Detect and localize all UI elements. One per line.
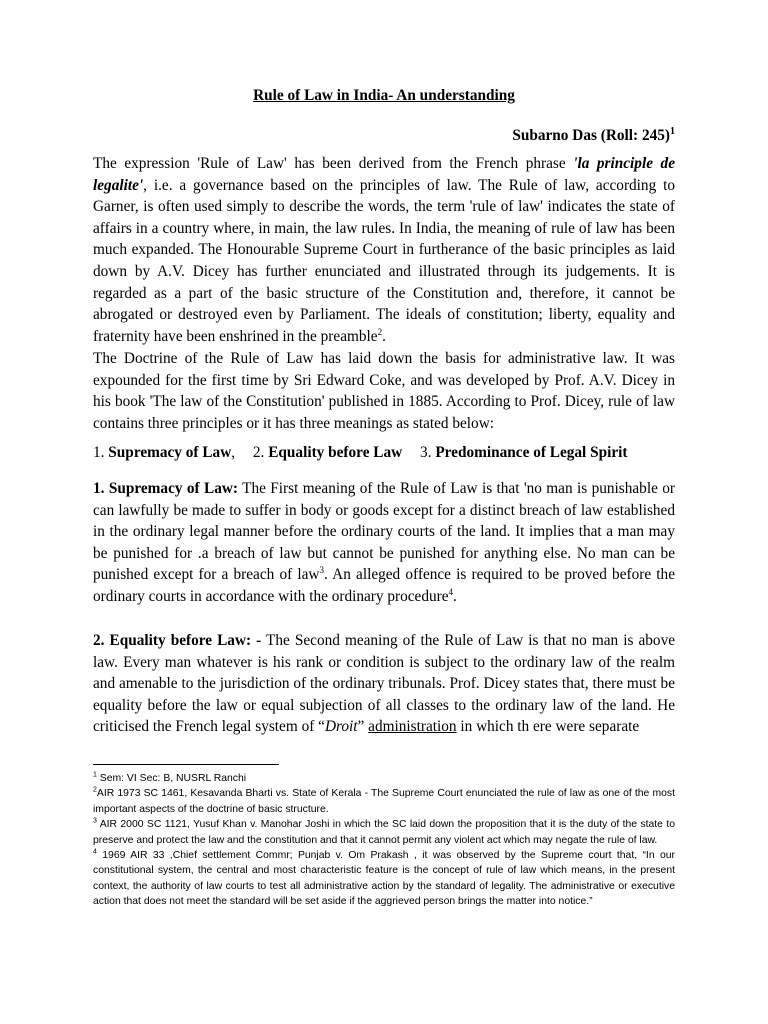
para1-text-a: The expression 'Rule of Law' has been derived from the French phrase: [93, 155, 574, 172]
principle-2-num: 2.: [252, 444, 269, 461]
principle-3: [420, 444, 628, 461]
section1-text-b: . An alleged offence is required to be proved before the ordinary courts in accordance with the ordinary procedure: [93, 566, 675, 605]
section1-text-c: .: [453, 587, 457, 605]
footnote-ref-4: 4: [448, 586, 454, 597]
section-supremacy-of-law: [93, 478, 675, 608]
footnote-separator: [93, 764, 279, 765]
section1-heading: 1. Supremacy of Law:: [93, 480, 239, 497]
footnote-4-num: 4: [93, 848, 97, 856]
section-equality-before-law: [93, 630, 675, 738]
author-name: Subarno Das (Roll: 245): [512, 127, 670, 145]
principles-list: [93, 442, 675, 464]
principle-1-sep: ,: [231, 444, 236, 461]
document-title: Rule of Law in India- An understanding: [253, 87, 515, 104]
footnote-3: [93, 817, 675, 848]
footnote-ref-3: 3: [319, 565, 324, 576]
footnote-1: [93, 771, 675, 786]
footnote-ref-1: 1: [670, 126, 675, 137]
footnote-2: [93, 786, 675, 817]
section2-text-c: in which th ere were separate: [456, 718, 640, 736]
principle-3-num: 3.: [420, 444, 436, 461]
principle-1-num: 1.: [93, 444, 109, 461]
author-line: [512, 122, 675, 146]
administration-term: administration: [368, 718, 457, 736]
section2-text-b: ”: [357, 718, 369, 736]
principle-1-label: Supremacy of Law: [108, 444, 232, 461]
para1-text-c: .: [382, 327, 386, 345]
footnote-ref-2: 2: [377, 326, 383, 337]
para1-text-b: , i.e. a governance based on the principles of law. The Rule of law, according to Garner, is often used simply to describe the words, the term 'rule of law' indicates the state of affairs in a country where, in main, the law rules. In India, the meaning of rule of law has been much expanded. The Honourable Supreme Court in furtherance of the basic principles as laid down by A.V. Dicey has further enunciated and illustrated through its judgements. It is regarded as a part of the basic structure of the Constitution and, therefore, it cannot be abrogated or destroyed even by Parliament. The ideals of constitution; liberty, equality and fraternity have been enshrined in the preamble: [93, 176, 675, 345]
french-phrase: 'la principle de legalite': [93, 155, 675, 194]
principle-2-label: Equality before Law: [268, 444, 403, 461]
footnote-2-num: 2: [93, 786, 97, 794]
principle-2: [253, 444, 402, 461]
footnote-3-text: AIR 2000 SC 1121, Yusuf Khan v. Manohar Joshi in which the SC laid down the proposition that it is the duty of the state to preserve and protect the law and the constitution and that it cannot permit any violent act which may negate the rule of law.: [93, 819, 675, 846]
footnote-1-text: Sem: VI Sec: B, NUSRL Ranchi: [96, 773, 247, 784]
droit-term: Droit: [324, 718, 358, 736]
footnote-3-num: 3: [93, 817, 97, 825]
footnote-2-text: AIR 1973 SC 1461, Kesavanda Bharti vs. State of Kerala - The Supreme Court enunciated the rule of law as one of the most important aspects of the doctrine of basic structure.: [93, 788, 675, 815]
footnotes: [93, 771, 675, 910]
section2-heading: 2. Equality before Law: -: [93, 632, 262, 649]
paragraph-doctrine: The Doctrine of the Rule of Law has laid down the basis for administrative law. It was expounded for the first time by Sri Edward Coke, and was developed by Prof. A.V. Dicey in his book 'The law of the Constitution' published in 1885. According to Prof. Dicey, rule of law contains three principles or it has three meanings as stated below:: [93, 350, 675, 432]
principle-3-label: Predominance of Legal Spirit: [435, 444, 628, 461]
footnote-4-text: 1969 AIR 33 ,Chief settlement Commr; Punjab v. Om Prakash , it was observed by the Supreme court that, “In our constitutional system, the central and most characteristic feature is the concept of rule of law which means, in the present context, the authority of law courts to test all administrative action by the standard of legality. The administrative or executive action that does not meet the standard will be set aside if the aggrieved person brings the matter into notice.”: [93, 850, 675, 908]
principle-1: [93, 444, 235, 461]
footnote-4: [93, 848, 675, 910]
paragraph-origin: [93, 153, 675, 347]
section1-text-a: The First meaning of the Rule of Law is that 'no man is punishable or can lawfully be made to suffer in body or goods except for a distinct breach of law established in the ordinary legal manner before the ordinary courts of the land. It implies that a man may be punished for .a breach of law but cannot be punished for anything else. No man can be punished except for a breach of law: [93, 480, 675, 584]
footnote-1-num: 1: [93, 771, 97, 779]
section2-text-a: The Second meaning of the Rule of Law is that no man is above law. Every man whatever is his rank or condition is subject to the ordinary law of the realm and amenable to the jurisdiction of the ordinary tribunals. Prof. Dicey states that, there must be equality before the law or equal subjection of all classes to the ordinary law of the land. He criticised the French legal system of “: [93, 632, 676, 736]
